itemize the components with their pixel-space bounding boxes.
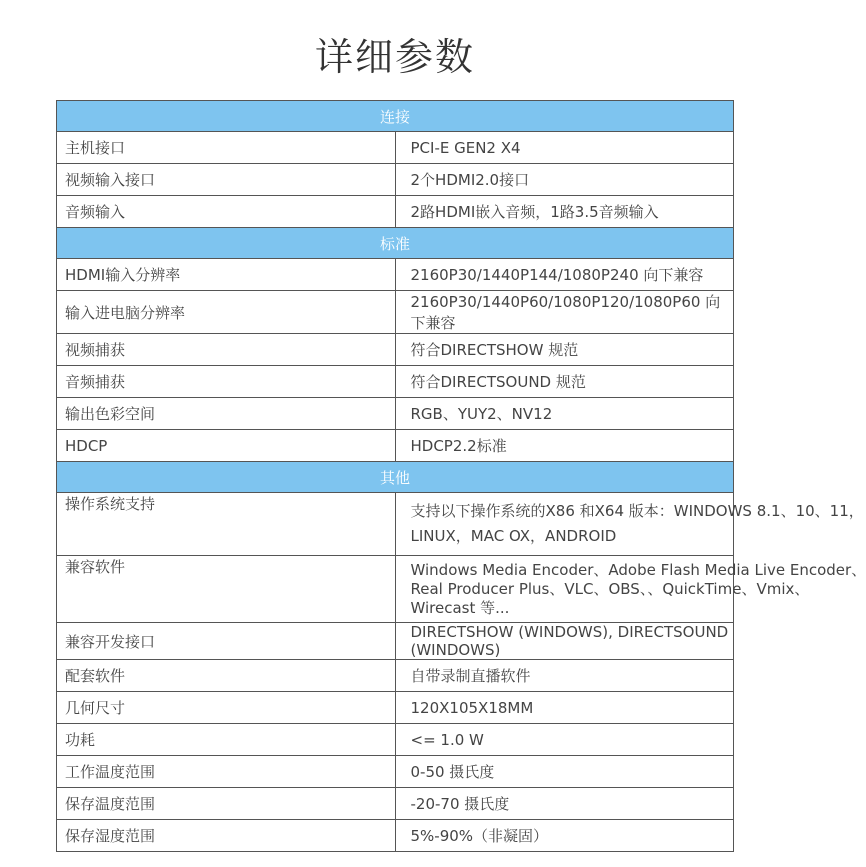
spec-value	[395, 556, 866, 623]
page-title: 详细参数	[314, 35, 475, 79]
spec-label: 工作温度范围	[57, 756, 396, 788]
table-row	[57, 164, 734, 196]
spec-value	[395, 493, 864, 556]
spec-value: 符合DIRECTSHOW 规范	[395, 334, 734, 366]
spec-value: 2160P30/1440P60/1080P120/1080P60 向下兼容	[395, 291, 734, 334]
spec-value-line: Wirecast 等...	[410, 598, 510, 617]
table-row	[57, 556, 734, 623]
spec-label: 保存湿度范围	[57, 820, 396, 852]
table-row	[57, 724, 734, 756]
spec-value: PCI-E GEN2 X4	[395, 132, 734, 164]
spec-label: 主机接口	[57, 132, 396, 164]
table-row	[57, 660, 734, 692]
spec-value: RGB、YUY2、NV12	[395, 398, 734, 430]
spec-label: 视频输入接口	[57, 164, 396, 196]
spec-value: HDCP2.2标准	[395, 430, 734, 462]
spec-label: 输出色彩空间	[57, 398, 396, 430]
table-row	[57, 259, 734, 291]
spec-value: 120X105X18MM	[395, 692, 734, 724]
table-row	[57, 493, 734, 556]
section-header	[57, 101, 734, 132]
section-heading: 连接	[57, 101, 734, 132]
spec-value: 符合DIRECTSOUND 规范	[395, 366, 734, 398]
table-row	[57, 334, 734, 366]
spec-label: HDMI输入分辨率	[57, 259, 396, 291]
spec-value-line: Windows Media Encoder、Adobe Flash Media Live Encoder、	[410, 560, 866, 579]
spec-label: 输入进电脑分辨率	[57, 291, 396, 334]
section-header	[57, 228, 734, 259]
spec-label: 几何尺寸	[57, 692, 396, 724]
spec-value: 自带录制直播软件	[395, 660, 734, 692]
table-row	[57, 196, 734, 228]
spec-value: 2160P30/1440P144/1080P240 向下兼容	[395, 259, 734, 291]
spec-value: 2个HDMI2.0接口	[395, 164, 734, 196]
table-row	[57, 366, 734, 398]
spec-label: 兼容软件	[57, 556, 396, 623]
spec-label: 兼容开发接口	[57, 623, 396, 660]
spec-label: 视频捕获	[57, 334, 396, 366]
spec-value-line: Real Producer Plus、VLC、OBS、、QuickTime、Vmix、	[410, 579, 810, 598]
table-row	[57, 291, 734, 334]
spec-label: 操作系统支持	[57, 493, 396, 556]
spec-label: 音频捕获	[57, 366, 396, 398]
table-row	[57, 756, 734, 788]
spec-value: <= 1.0 W	[395, 724, 734, 756]
table-row	[57, 398, 734, 430]
spec-value: 0-50 摄氏度	[395, 756, 734, 788]
spec-label: 配套软件	[57, 660, 396, 692]
spec-table	[56, 100, 866, 852]
table-row	[57, 430, 734, 462]
spec-value-line: LINUX，MAC OX，ANDROID	[410, 527, 617, 545]
spec-value: -20-70 摄氏度	[395, 788, 734, 820]
spec-label: HDCP	[57, 430, 396, 462]
table-row	[57, 788, 734, 820]
spec-value: DIRECTSHOW (WINDOWS), DIRECTSOUND (WINDOWS)	[395, 623, 734, 660]
table-row	[57, 692, 734, 724]
section-heading: 标准	[57, 228, 734, 259]
spec-value-line: 支持以下操作系统的X86 和X64 版本：WINDOWS 8.1、10、11，	[410, 502, 864, 520]
spec-value: 2路HDMI嵌入音频，1路3.5音频输入	[395, 196, 734, 228]
table-row	[57, 623, 734, 660]
spec-label: 功耗	[57, 724, 396, 756]
spec-label: 保存温度范围	[57, 788, 396, 820]
section-heading: 其他	[57, 462, 734, 493]
table-row	[57, 132, 734, 164]
section-header	[57, 462, 734, 493]
table-row	[57, 820, 734, 852]
spec-value: 5%-90%（非凝固）	[395, 820, 734, 852]
spec-label: 音频输入	[57, 196, 396, 228]
